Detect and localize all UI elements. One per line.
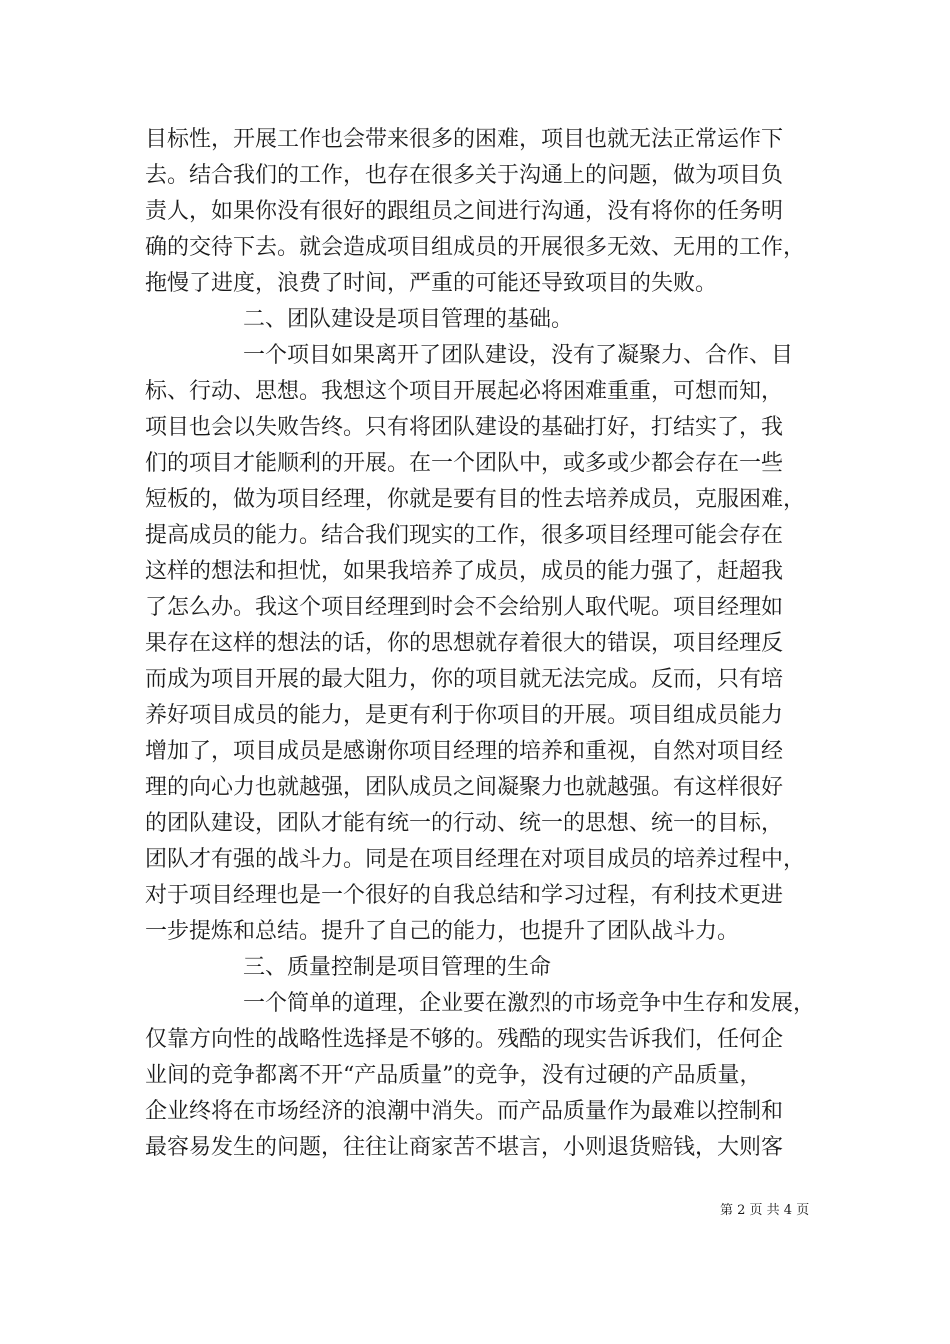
text-line: 养好项目成员的能力，是更有利于你项目的开展。项目组成员能力 [145, 703, 784, 728]
text-line: 目标性，开展工作也会带来很多的困难，项目也就无法正常运作下 [145, 127, 784, 152]
section-heading: 三、质量控制是项目管理的生命 [243, 955, 552, 980]
page-number: 第 2 页 共 4 页 [720, 1203, 810, 1218]
text-line: 对于项目经理也是一个很好的自我总结和学习过程，有利技术更进 [145, 883, 784, 908]
text-line: 提高成员的能力。结合我们现实的工作，很多项目经理可能会存在 [145, 523, 784, 548]
text-line: 短板的，做为项目经理，你就是要有目的性去培养成员，克服困难， [145, 487, 806, 512]
text-line: 标、行动、思想。我想这个项目开展起必将困难重重，可想而知， [145, 379, 784, 404]
text-line: 去。结合我们的工作，也存在很多关于沟通上的问题，做为项目负 [145, 163, 784, 188]
text-line: 理的向心力也就越强，团队成员之间凝聚力也就越强。有这样很好 [145, 775, 784, 800]
text-line: 增加了，项目成员是感谢你项目经理的培养和重视，自然对项目经 [145, 739, 784, 764]
text-line: 确的交待下去。就会造成项目组成员的开展很多无效、无用的工作， [145, 235, 806, 260]
text-line: 业间的竞争都离不开“产品质量”的竞争，没有过硬的产品质量， [145, 1063, 762, 1088]
text-line: 拖慢了进度，浪费了时间，严重的可能还导致项目的失败。 [145, 271, 718, 296]
text-line: 而成为项目开展的最大阻力，你的项目就无法完成。反而，只有培 [145, 667, 784, 692]
text-line: 一个项目如果离开了团队建设，没有了凝聚力、合作、目 [243, 343, 794, 368]
text-line: 了怎么办。我这个项目经理到时会不会给别人取代呢。项目经理如 [145, 595, 784, 620]
text-line: 项目也会以失败告终。只有将团队建设的基础打好，打结实了，我 [145, 415, 784, 440]
text-line: 仅靠方向性的战略性选择是不够的。残酷的现实告诉我们，任何企 [145, 1027, 784, 1052]
text-line: 的团队建设，团队才能有统一的行动、统一的思想、统一的目标， [145, 811, 784, 836]
text-line: 企业终将在市场经济的浪潮中消失。而产品质量作为最难以控制和 [145, 1099, 784, 1124]
text-line: 最容易发生的问题，往往让商家苦不堪言，小则退货赔钱，大则客 [145, 1135, 784, 1160]
text-line: 一步提炼和总结。提升了自己的能力，也提升了团队战斗力。 [145, 919, 740, 944]
text-line: 责人，如果你没有很好的跟组员之间进行沟通，没有将你的任务明 [145, 199, 784, 224]
section-heading: 二、团队建设是项目管理的基础。 [243, 307, 574, 332]
text-line: 这样的想法和担忧，如果我培养了成员，成员的能力强了，赶超我 [145, 559, 784, 584]
text-line: 果存在这样的想法的话，你的思想就存着很大的错误，项目经理反 [145, 631, 784, 656]
text-line: 团队才有强的战斗力。同是在项目经理在对项目成员的培养过程中， [145, 847, 806, 872]
text-line: 们的项目才能顺利的开展。在一个团队中，或多或少都会存在一些 [145, 451, 784, 476]
text-line: 一个简单的道理，企业要在激烈的市场竞争中生存和发展， [243, 991, 816, 1016]
